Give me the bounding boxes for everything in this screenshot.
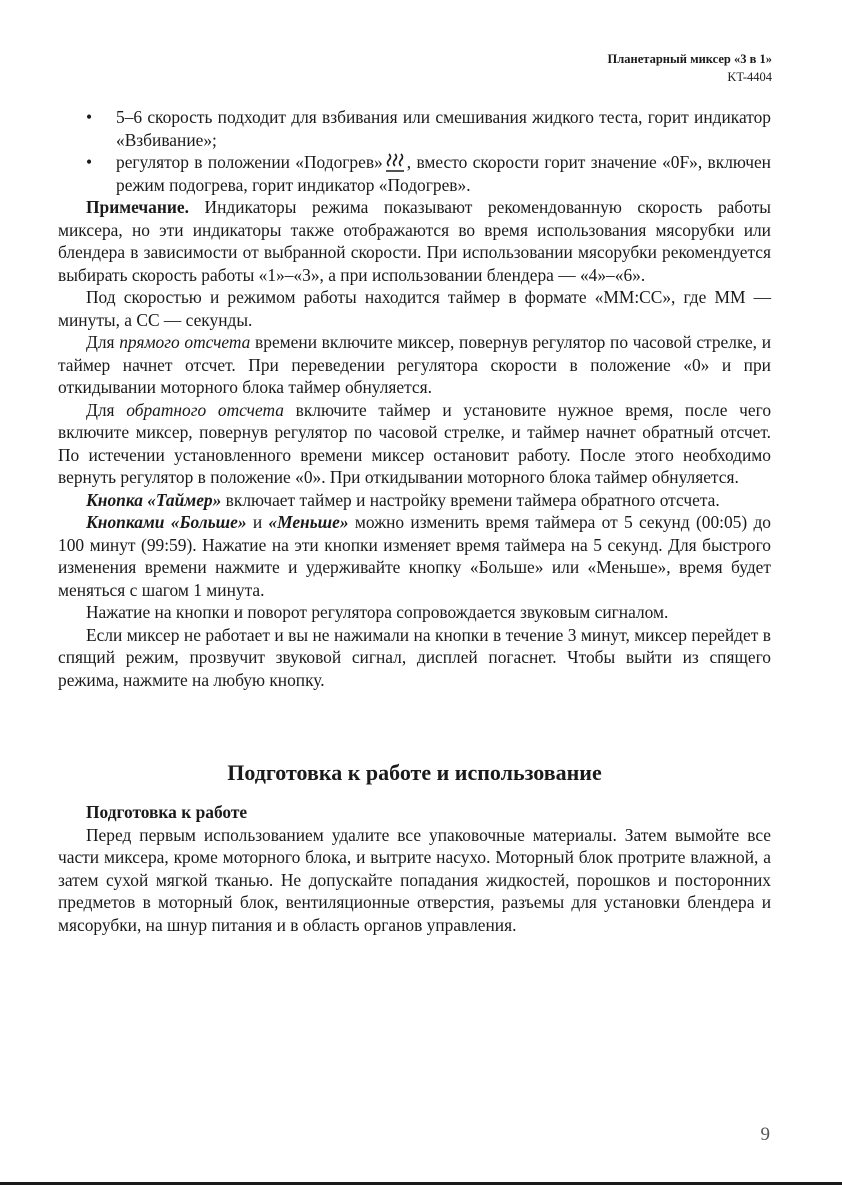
running-header	[608, 50, 772, 86]
sound-paragraph: Нажатие на кнопки и поворот регулятора сопровождается звуковым сигналом.	[86, 602, 669, 622]
bullet-item	[116, 106, 771, 151]
less-button-label: «Меньше»	[268, 512, 349, 532]
direct-count-term: прямого отсчета	[119, 332, 251, 352]
heating-icon	[385, 151, 405, 173]
bottom-rule	[0, 1182, 842, 1185]
preparation-paragraph: Перед первым использованием удалите все упаковочные материалы. Затем вымойте все части миксера, кроме моторного блока, и вытрите насухо. Моторный блок протрите влажной, а затем сухой мягкой тканью. Не допускайте попадания жидкостей, порошков и посторонних предметов в моторный блок, вентиляционные отверстия, разъемы для установки блендера и мясорубки, на шнур питания и в область органов управления.	[58, 824, 771, 935]
note-paragraph: Примечание. Индикаторы режима показывают рекомендованную скорость работы миксера, но эти индикаторы также отображаются во время использования мясорубки или блендера в зависимости от выбранной скорости. При использовании мясорубки рекомендуется выбирать скорость работы «1»–«3», а при использовании блендера — «4»–«6».	[58, 197, 771, 285]
page-body	[58, 106, 771, 936]
direct-count-paragraph: Для прямого отсчета времени включите миксер, повернув регулятор по часовой стрелке, и таймер начнет отсчет. При переведении регулятора скорости в положение «0» и при откидывании моторного блока таймер обнуляется.	[58, 332, 771, 397]
more-buttons-label: Кнопками «Больше»	[86, 512, 247, 532]
bullet-text: регулятор в положении «Подогрев»	[116, 152, 383, 172]
sleep-mode-paragraph: Если миксер не работает и вы не нажимали на кнопки в течение 3 минут, миксер перейдет в спящий режим, прозвучит звуковой сигнал, дисплей погаснет. Чтобы выйти из спящего режима, нажмите на любую кнопку.	[58, 624, 771, 690]
bullet-text: , вместо скорости горит значение «0F», включен режим подогрева, горит индикатор «Подогрев».	[116, 152, 771, 195]
section-title: Подготовка к работе и использование	[227, 760, 602, 785]
reverse-count-term: обратного отсчета	[126, 399, 284, 420]
bullet-item	[116, 151, 771, 196]
timer-format-paragraph: Под скоростью и режимом работы находится таймер в формате «ММ:СС», где ММ — минуты, а СС — секунды.	[58, 287, 771, 330]
subsection-title: Подготовка к работе	[86, 802, 248, 822]
bullet-text: 5–6 скорость подходит для взбивания или смешивания жидкого теста, горит индикатор «Взбивание»;	[116, 107, 771, 150]
note-label: Примечание.	[86, 197, 189, 217]
more-less-paragraph: Кнопками «Больше» и «Меньше» можно изменить время таймера от 5 секунд (00:05) до 100 минут (99:59). Нажатие на эти кнопки изменяет время таймера на 5 секунд. Для быстрого изменения времени нажмите и удерживайте кнопку «Больше» или «Меньше», время будет меняться с шагом 1 минута.	[58, 512, 771, 600]
page-number: 9	[760, 1124, 770, 1145]
timer-button-paragraph: Кнопка «Таймер» включает таймер и настройку времени таймера обратного отсчета.	[86, 489, 720, 510]
speed-bullet-list	[58, 106, 771, 196]
header-model-number: KT-4404	[727, 70, 772, 84]
header-product-title: Планетарный миксер «3 в 1»	[607, 52, 772, 66]
reverse-count-paragraph: Для обратного отсчета включите таймер и установите нужное время, после чего включите миксер, повернув регулятор по часовой стрелке, и таймер начнет обратный отсчет. По истечении установленного времени миксер остановит работу. После этого необходимо вернуть регулятор в положение «0». При откидывании моторного блока таймер обнуляется.	[58, 399, 772, 487]
timer-button-label: Кнопка «Таймер»	[86, 489, 222, 510]
